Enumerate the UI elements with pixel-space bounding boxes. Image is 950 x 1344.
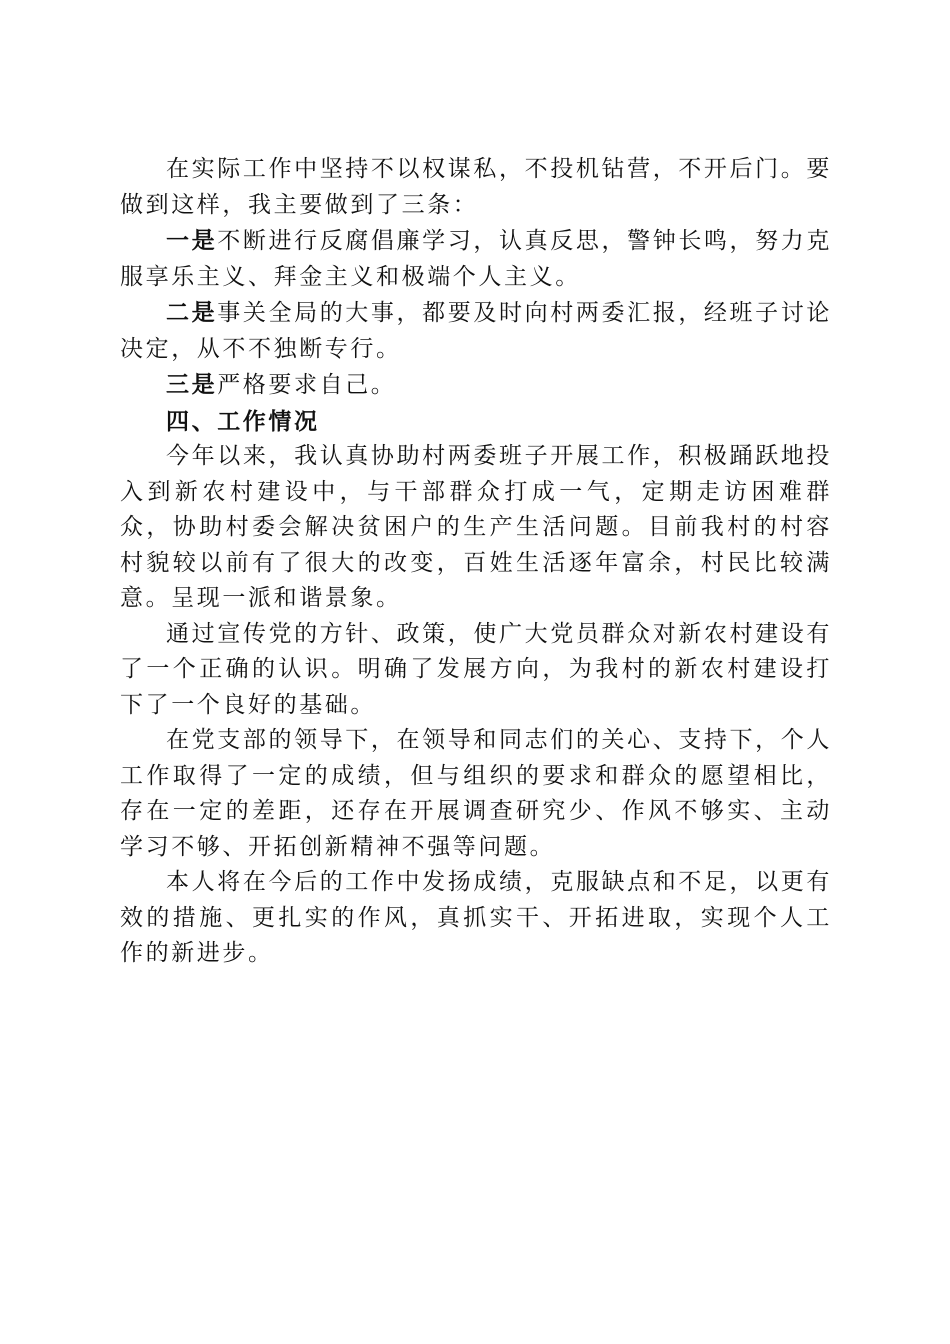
paragraph-lead: 三是 — [166, 371, 218, 398]
paragraph-text: 事关全局的大事，都要及时向村两委汇报，经班子讨论决定，从不不独断专行。 — [120, 300, 832, 362]
paragraph-policy-promotion — [120, 617, 832, 724]
paragraph-text: 在党支部的领导下，在领导和同志们的关心、支持下，个人工作取得了一定的成绩，但与组织的要求和群众的愿望相比，存在一定的差距，还存在开展调查研究少、作风不够实、主动学习不够、开拓创新精神不强等问题。 — [120, 727, 832, 860]
paragraph-text: 在实际工作中坚持不以权谋私，不投机钻营，不开后门。要做到这样，我主要做到了三条： — [120, 156, 832, 218]
paragraph-future-plans — [120, 865, 832, 972]
paragraph-text: 通过宣传党的方针、政策，使广大党员群众对新农村建设有了一个正确的认识。明确了发展方向，为我村的新农村建设打下了一个良好的基础。 — [120, 620, 832, 718]
document-body — [120, 152, 832, 972]
paragraph-integrity — [120, 152, 832, 223]
paragraph-work-summary — [120, 439, 832, 617]
paragraph-point-three — [120, 367, 832, 404]
section-heading-work-status — [120, 404, 832, 440]
paragraph-lead: 一是 — [166, 227, 218, 254]
paragraph-text: 本人将在今后的工作中发扬成绩，克服缺点和不足，以更有效的措施、更扎实的作风，真抓实干、开拓进取，实现个人工作的新进步。 — [120, 869, 832, 966]
paragraph-text: 严格要求自己。 — [217, 372, 397, 398]
paragraph-lead: 二是 — [166, 299, 218, 326]
paragraph-point-two — [120, 295, 832, 367]
paragraph-shortcomings — [120, 723, 832, 865]
paragraph-text: 不断进行反腐倡廉学习，认真反思，警钟长鸣，努力克服享乐主义、拜金主义和极端个人主义。 — [120, 228, 832, 290]
heading-text: 四、工作情况 — [166, 407, 320, 435]
paragraph-point-one — [120, 223, 832, 295]
paragraph-text: 今年以来，我认真协助村两委班子开展工作，积极踊跃地投入到新农村建设中，与干部群众打成一气，定期走访困难群众，协助村委会解决贫困户的生产生活问题。目前我村的村容村貌较以前有了很大的改变，百姓生活逐年富余，村民比较满意。呈现一派和谐景象。 — [120, 443, 832, 611]
